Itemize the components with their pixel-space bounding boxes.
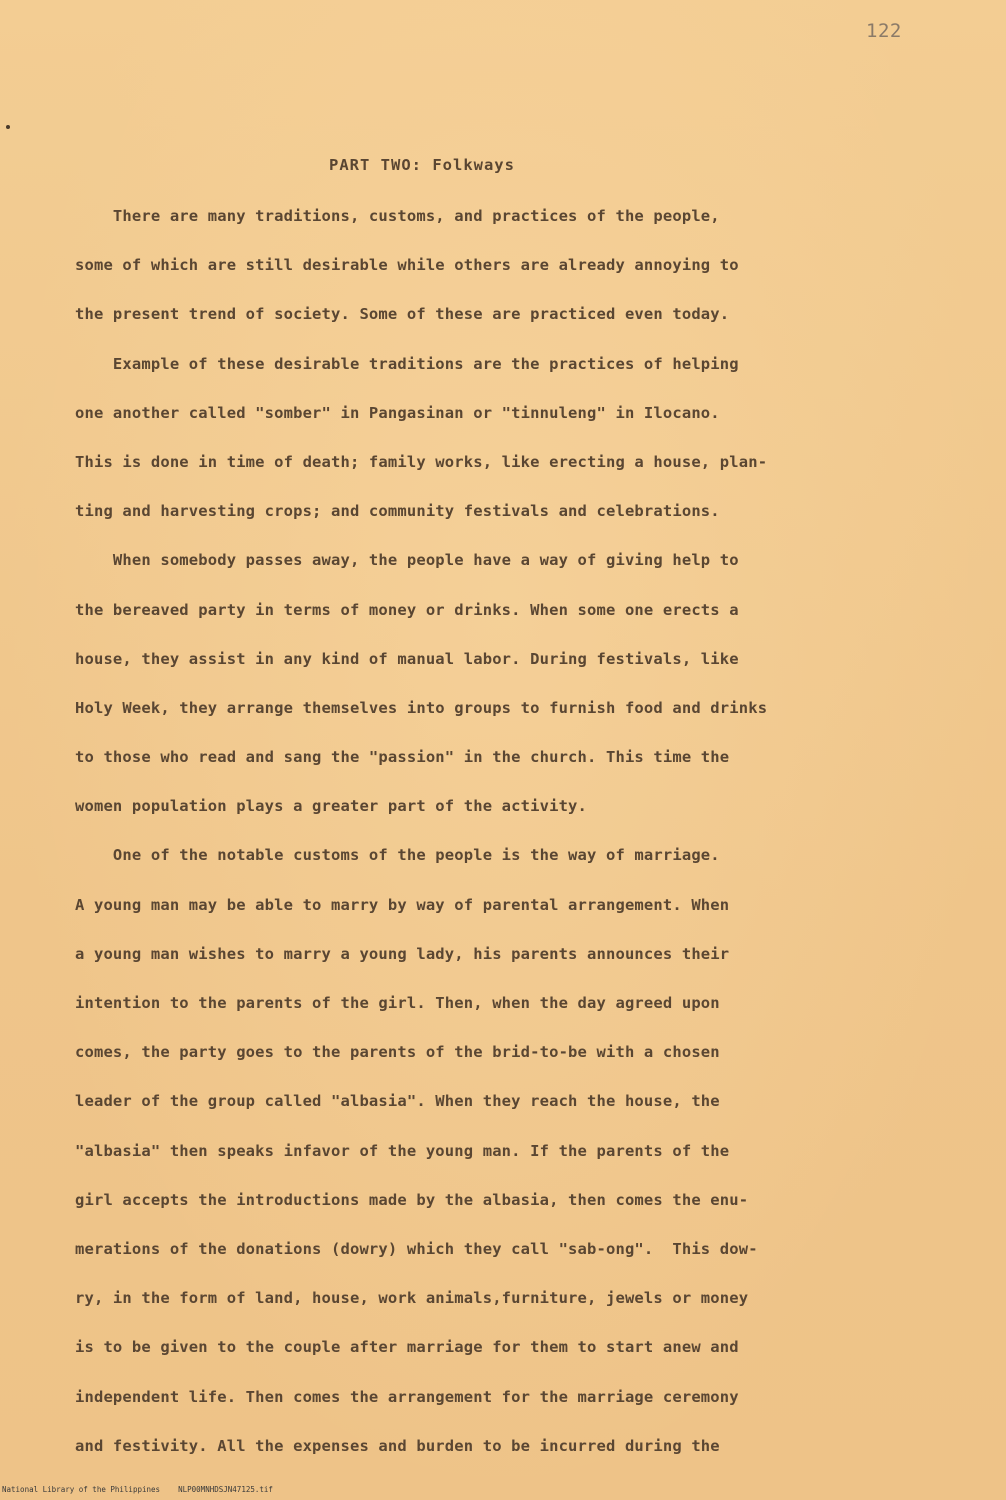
text-line: the bereaved party in terms of money or drinks. When some one erects a — [75, 600, 739, 619]
text-line: One of the notable customs of the people is the way of marriage. — [75, 846, 720, 865]
section-title: PART TWO: Folkways — [329, 156, 515, 174]
text-line: intention to the parents of the girl. Then, when the day agreed upon — [75, 994, 720, 1012]
text-line: girl accepts the introductions made by the albasia, then comes the enu- — [75, 1190, 749, 1209]
text-line: the present trend of society. Some of these are practiced even today. — [75, 305, 730, 324]
page-number: 122 — [866, 20, 902, 42]
text-line: a young man wishes to marry a young lady, his parents announces their — [75, 944, 730, 963]
text-line: to those who read and sang the "passion" in the church. This time the — [75, 748, 730, 767]
text-line: There are many traditions, customs, and practices of the people, — [75, 207, 720, 225]
ink-speck — [6, 125, 10, 129]
text-line: comes, the party goes to the parents of the brid-to-be with a chosen — [75, 1043, 720, 1062]
text-line: independent life. Then comes the arrangement for the marriage ceremony — [75, 1387, 739, 1406]
text-line: ry, in the form of land, house, work animals,furniture, jewels or money — [75, 1289, 749, 1308]
text-line: women population plays a greater part of the activity. — [75, 797, 588, 816]
text-line: A young man may be able to marry by way of parental arrangement. When — [75, 895, 730, 914]
text-line: one another called "somber" in Pangasinan or "tinnuleng" in Ilocano. — [75, 403, 720, 422]
text-line: When somebody passes away, the people have a way of giving help to — [75, 551, 739, 570]
text-line: This is done in time of death; family works, like erecting a house, plan- — [75, 452, 768, 471]
text-line: "albasia" then speaks infavor of the young man. If the parents of the — [75, 1141, 730, 1160]
body-text — [75, 192, 975, 1471]
text-line: Example of these desirable traditions are the practices of helping — [75, 354, 739, 373]
text-line: house, they assist in any kind of manual labor. During festivals, like — [75, 649, 739, 668]
text-line: leader of the group called "albasia". When they reach the house, the — [75, 1092, 720, 1111]
archive-footer: National Library of the Philippines NLP00MNHDSJN47125.tif — [2, 1485, 273, 1494]
text-line: is to be given to the couple after marriage for them to start anew and — [75, 1338, 739, 1357]
text-line: Holy Week, they arrange themselves into groups to furnish food and drinks — [75, 698, 768, 717]
text-line: and festivity. All the expenses and burden to be incurred during the — [75, 1436, 720, 1455]
text-line: some of which are still desirable while others are already annoying to — [75, 256, 739, 275]
text-line: merations of the donations (dowry) which they call "sab-ong". This dow- — [75, 1239, 758, 1258]
text-line: ting and harvesting crops; and community festivals and celebrations. — [75, 502, 720, 521]
